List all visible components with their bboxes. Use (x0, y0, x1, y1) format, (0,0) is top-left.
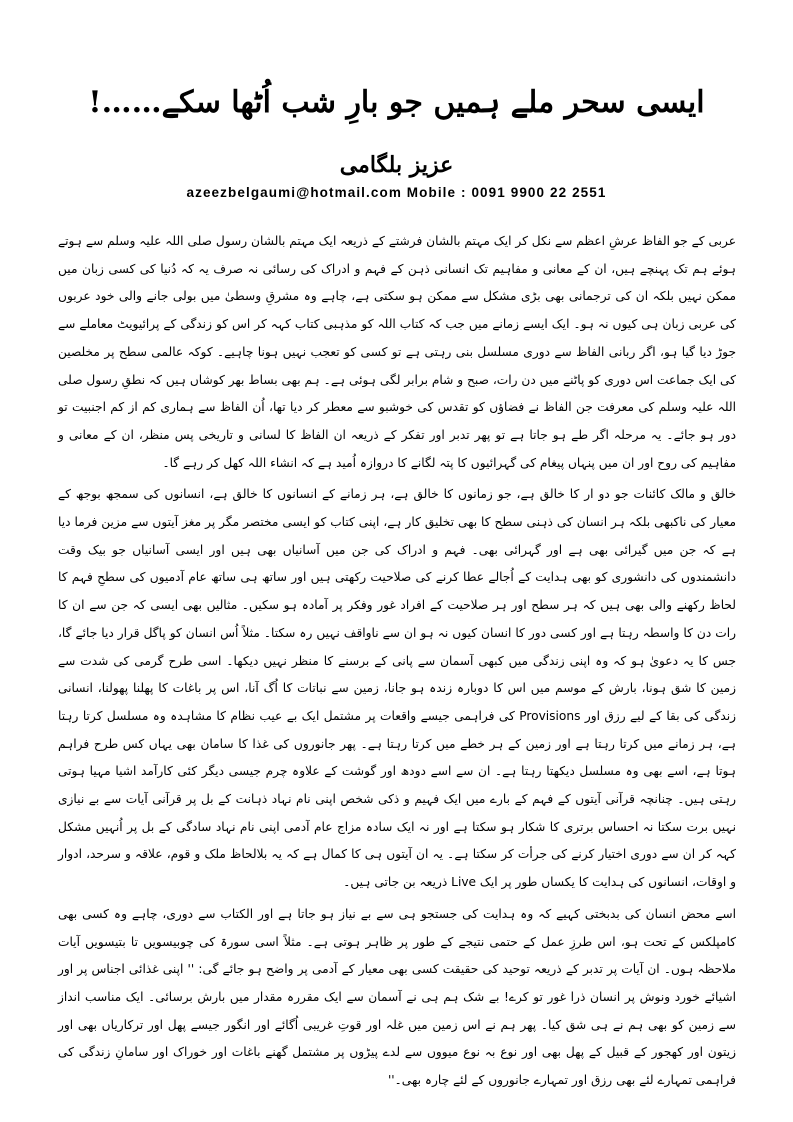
author-name: عزیز بلگامی (339, 152, 454, 178)
paragraph: اسے محض انسان کی بدبختی کہیے کہ وہ ہدایت کی جستجو ہی سے بے نیاز ہو جاتا ہے اور الکتاب سے دوری، چاہے وہ کسی بھی کامپلکس کے تحت ہو، اس طرزِ عمل کے حتمی نتیجے کے طور پر ظاہر ہوتی ہے۔ مثلاً اسی سورۃ کی چوبیسویں تا بتیسویں آیات ملاحظہ ہوں۔ ان آیات پر تدبر کے ذریعہ توحید کی حقیقت کسی بھی معیار کے آدمی پر واضح ہو جائے گی: '' اپنی غذائی اجناس پر اور اشیائے خورد ونوش پر انسان ذرا غور تو کرے! بے شک ہم ہی نے آسمان سے ایک مقررہ مقدار میں بارش برسائی۔ ایک مناسب انداز سے زمین کو بھی ہم نے ہی شق کیا۔ پھر ہم نے اس زمین میں غلہ اور قوتِ غریبی اُگائے اور انگور جیسے پھل اور ترکاریاں بھی اور زیتون اور کھجور کے قبیل کے پھل بھی اور نوع بہ نوع میووں سے لدے پیڑوں پر مشتمل گھنے باغات اور خوراک اور سامانِ زندگی کی فراہمی تمہارے لئے بھی رزق اور تمہارے جانوروں کے لئے چارہ بھی۔'' (58, 906, 736, 1088)
contact-line: azeezbelgaumi@hotmail.com Mobile : 0091 9900 22 2551 (186, 185, 607, 200)
article-title: ایسی سحر ملے ہمیں جو بارِ شب اُٹھا سکے……! (88, 85, 705, 121)
paragraph: عربی کے جو الفاظ عرشِ اعظم سے نکل کر ایک مہتم بالشان فرشتے کے ذریعہ ایک مہتم بالشان رسول صلی اللہ علیہ وسلم سے ہوتے ہوئے ہم تک پہنچے ہیں، ان کے معانی و مفاہیم تک انسانی ذہن کے فہم و ادراک کی رسائی نہ صرف یہ کہ دُنیا کی کسی زبان میں ممکن نہیں بلکہ ان کی ترجمانی بھی بڑی مشکل سے ممکن ہو سکتی ہے، چاہے وہ مشرقِ وسطیٰ میں بولی جانے والی خود عربوں کی عربی زبان ہی کیوں نہ ہو۔ ایک ایسے زمانے میں جب کہ کتاب اللہ کو مذہبی کتاب کہہ کر اس کو زندگی کے پرائیویٹ معاملے سے جوڑ دیا گیا ہو، اگر ربانی الفاظ سے دوری مسلسل بنی رہتی ہے تو کسی کو تعجب نہیں ہونا چاہیے۔ کوکہ عالمی سطح پر مخلصین کی ایک جماعت اس دوری کو پاٹنے میں دن رات، صبح و شام برابر لگی ہوئی ہے۔ ہم بھی بساط بھر کوشاں ہیں کہ نطقِ رسول صلی اللہ علیہ وسلم کی معرفت جن الفاظ نے فضاؤں کو تقدس کی خوشبو سے معطر کر دیا تھا، اُن الفاظ سے ہماری کم از کم اجنبیت تو دور ہو جائے۔ یہ مرحلہ اگر طے ہو جاتا ہے تو پھر تدبر اور تفکر کے ذریعہ ان الفاظ کا لسانی و تاریخی پس منظر، ان کے معانی و مفاہیم کی روح اور ان میں پنہاں پیغام کی گہرائیوں کا پتہ لگانے کا دروازہ اُمید ہے کہ انشاء اللہ کھل کر رہے گا۔ (58, 234, 736, 470)
paragraph: خالق و مالک کائنات جو دو ار کا خالق ہے، جو زمانوں کا خالق ہے، ہر زمانے کے انسانوں کا خالق ہے، انسانوں کی سمجھ بوجھ کے معیار کی ناکبھی بلکہ ہر انسان کی ذہنی سطح کا بھی تخلیق کار ہے، اپنی کتاب کو ایسی مختصر مگر پر مغز آیتوں سے مزین فرما دیا ہے کہ جن میں گیرائی بھی ہے اور گہرائی بھی۔ فہم و ادراک کی جن میں آسانیاں بھی ہیں اور ایسی آسانیاں جو بیک وقت دانشمندوں کی دانشوری کو بھی ہدایت کے اُجالے عطا کرنے کی صلاحیت رکھتی ہیں اور ساتھ ہی ساتھ عام آدمیوں کی سطحِ فہم کا لحاظ رکھنے والی بھی ہیں کہ ہر سطح اور ہر صلاحیت کے افراد غور وفکر پر آمادہ ہو سکیں۔ مثالیں بھی ایسی کہ جن سے ان کا رات دن کا واسطہ رہتا ہے اور کسی دور کا انسان کیوں نہ ہو ان سے ناواقف نہیں رہ سکتا۔ مثلاً اُس انسان کو پاگل قرار دیا جائے گا، جس کا یہ دعویٰ ہو کہ وہ اپنی زندگی میں کبھی آسمان سے پانی کے برسنے کا منظر نہیں دیکھا۔ اسی طرح گرمی کی شدت سے زمین کا شق ہونا، بارش کے موسم میں اس کا دوبارہ زندہ ہو جانا، زمین سے نباتات کا اُگ آنا، اس پر باغات کا پھلنا پھولنا، انسانی زندگی کی بقا کے لیے رزق اور Provisions کی فراہمی جیسے واقعات پر مشتمل ایک بے عیب نظام کا مشاہدہ وہ مسلسل کرتا رہتا ہے، ہر زمانے میں کرتا رہتا ہے اور زمین کے ہر خطے میں کرتا رہتا ہے۔ پھر جانوروں کی غذا کا سامان بھی یہاں کس طرح فراہم ہوتا ہے، اسے بھی وہ مسلسل دیکھتا رہتا ہے۔ ان سے اسے دودھ اور گوشت کے علاوہ چرم جیسی دیگر کئی کارآمد اشیا مہیا ہوتی رہتی ہیں۔ چنانچہ قرآنی آیتوں کے فہم کے بارے میں ایک فہیم و ذکی شخص اپنی نام نہاد ذہانت کے بل پر قرآنی آیات سے بے نیازی نہیں برت سکتا نہ احساس برتری کا شکار ہو سکتا ہے اور نہ ایک سادہ مزاج عام آدمی اپنی نام نہاد سادگی کے بل پر اُنہیں مشکل کہہ کر ان سے دوری اختیار کرنے کی جرأت کر سکتا ہے۔ یہ ان آیتوں ہی کا کمال ہے کہ یہ بلالحاظ ملک و قوم، علاقہ و سرحد، ادوار و اوقات، انسانوں کی ہدایت کا یکساں طور پر ایک Live ذریعہ بن جاتی ہیں۔ (58, 487, 736, 890)
article-body (58, 228, 736, 1095)
